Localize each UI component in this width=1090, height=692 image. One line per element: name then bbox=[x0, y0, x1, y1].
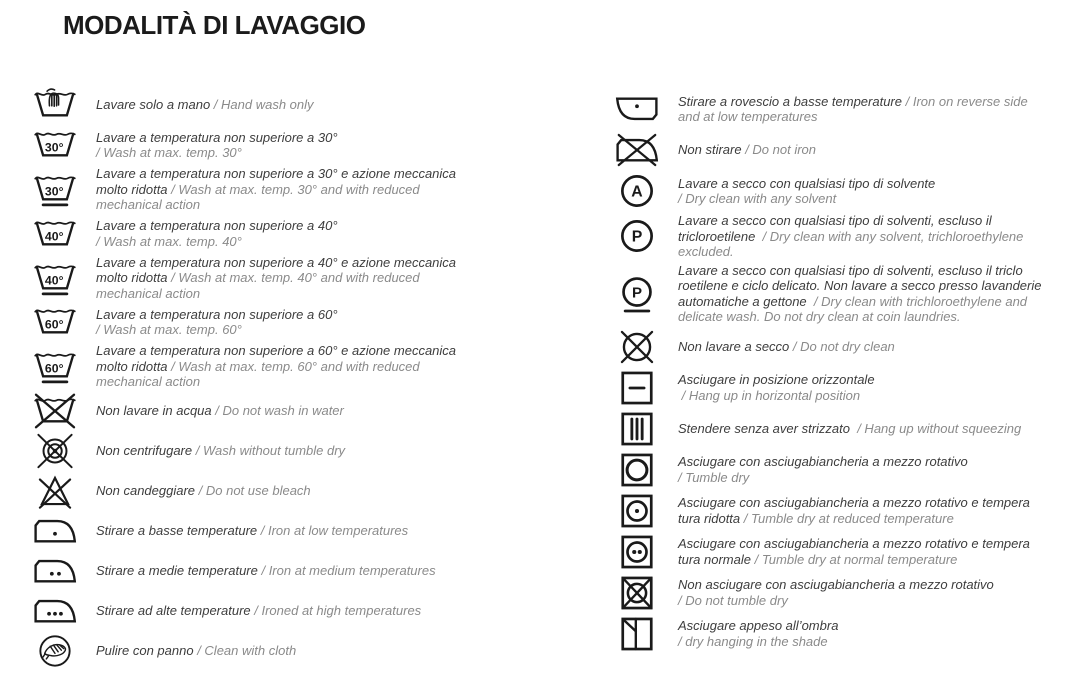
instruction-line bbox=[678, 495, 1030, 511]
instruction-line bbox=[678, 470, 968, 486]
italian-label: Lavare a secco con qualsiasi tipo di solventi, escluso il triclo bbox=[678, 262, 1023, 278]
instruction-line bbox=[96, 443, 345, 459]
italian-label: Stirare a rovescio a basse temperature bbox=[678, 93, 902, 109]
do-not-bleach-icon bbox=[30, 472, 80, 510]
instruction-line bbox=[96, 523, 408, 539]
svg-text:P: P bbox=[631, 228, 643, 246]
tumble-dry-reduced-icon bbox=[612, 492, 662, 530]
do-not-tumble-dry-icon bbox=[612, 574, 662, 612]
instruction-line bbox=[678, 263, 1041, 279]
instruction-line bbox=[678, 421, 1021, 437]
svg-text:30°: 30° bbox=[44, 140, 64, 155]
instruction-line bbox=[96, 234, 338, 250]
do-not-iron-icon bbox=[612, 131, 662, 169]
instruction-line bbox=[678, 278, 1041, 294]
instruction-line bbox=[678, 634, 838, 650]
wash-40-reduced-icon bbox=[30, 259, 80, 297]
english-label: / Hang up without squeezing bbox=[849, 420, 1022, 436]
italian-label: Asciugare con asciugabiancheria a mezzo rotativo e tempera bbox=[678, 495, 1030, 510]
english-label: / Dry clean with any solvent, trichloroethylene bbox=[755, 228, 1024, 244]
dry-clean-p-delicate-icon bbox=[612, 275, 662, 313]
italian-label: Pulire con panno bbox=[96, 642, 194, 658]
italian-label: molto ridotta bbox=[96, 181, 168, 197]
care-instruction-text bbox=[678, 536, 1030, 567]
care-instruction-text bbox=[96, 130, 338, 161]
svg-text:A: A bbox=[631, 183, 643, 201]
care-instruction-text bbox=[96, 307, 338, 338]
care-symbols-column-right bbox=[612, 90, 1041, 653]
italian-label: Lavare solo a mano bbox=[96, 97, 211, 113]
instruction-line bbox=[96, 255, 456, 271]
care-instruction-text bbox=[96, 483, 311, 499]
english-label: / Dry clean with any solvent bbox=[678, 191, 837, 206]
svg-text:60°: 60° bbox=[44, 361, 64, 376]
care-instruction-row bbox=[30, 86, 456, 124]
iron-high-temp-icon bbox=[30, 592, 80, 630]
english-label: / Dry clean with trichloroethylene and bbox=[806, 293, 1028, 309]
care-instruction-text bbox=[678, 94, 1028, 125]
iron-low-temp-icon bbox=[30, 512, 80, 550]
care-instruction-row bbox=[30, 592, 456, 630]
italian-label: tura ridotta bbox=[678, 510, 741, 526]
instruction-line bbox=[678, 577, 994, 593]
care-instruction-row bbox=[30, 552, 456, 590]
english-label: / Clean with cloth bbox=[193, 642, 297, 658]
care-instruction-row bbox=[30, 255, 456, 302]
do-not-wash-icon bbox=[30, 392, 80, 430]
english-label: / Do not tumble dry bbox=[678, 592, 788, 608]
english-label: excluded. bbox=[678, 244, 734, 259]
svg-text:40°: 40° bbox=[44, 229, 64, 244]
drip-dry-icon bbox=[612, 410, 662, 448]
care-instruction-text bbox=[678, 421, 1021, 437]
english-label: / Do not wash in water bbox=[211, 402, 344, 418]
instruction-line bbox=[96, 97, 314, 113]
svg-text:60°: 60° bbox=[44, 317, 64, 332]
italian-label: Asciugare con asciugabiancheria a mezzo rotativo e tempera bbox=[678, 536, 1030, 551]
italian-label: Stirare a basse temperature bbox=[96, 522, 258, 538]
instruction-line bbox=[96, 286, 456, 302]
italian-label: Non centrifugare bbox=[96, 442, 193, 458]
italian-label: Non lavare in acqua bbox=[96, 402, 212, 418]
care-instruction-text bbox=[96, 523, 408, 539]
italian-label: Asciugare appeso all’ombra bbox=[678, 618, 839, 633]
english-label: / Wash at max. temp. 30° bbox=[96, 145, 242, 160]
italian-label: Non asciugare con asciugabiancheria a mezzo rotativo bbox=[678, 577, 994, 592]
care-instruction-text bbox=[678, 577, 994, 608]
italian-label: Lavare a temperatura non superiore a 40° e azione meccanica bbox=[96, 254, 457, 270]
instruction-line bbox=[678, 94, 1028, 110]
care-instruction-row bbox=[612, 492, 1041, 530]
svg-text:40°: 40° bbox=[44, 273, 64, 288]
english-label: / Iron on reverse side bbox=[902, 93, 1028, 109]
italian-label: Stirare a medie temperature bbox=[96, 562, 258, 578]
care-instruction-row bbox=[30, 632, 456, 670]
care-instruction-row bbox=[30, 166, 456, 213]
care-instruction-text bbox=[678, 213, 1023, 260]
english-label: / Wash at max. temp. 30° and with reduced bbox=[167, 181, 420, 197]
care-instruction-row bbox=[612, 90, 1041, 128]
instruction-line bbox=[678, 618, 838, 634]
english-label: / Tumble dry at normal temperature bbox=[750, 551, 958, 567]
instruction-line bbox=[96, 374, 456, 390]
iron-medium-temp-icon bbox=[30, 552, 80, 590]
italian-label: Lavare a secco con qualsiasi tipo di solvente bbox=[678, 175, 936, 191]
english-label: / Hand wash only bbox=[210, 97, 314, 113]
instruction-line bbox=[96, 359, 456, 375]
instruction-line bbox=[96, 307, 338, 323]
english-label: / Do not dry clean bbox=[789, 338, 895, 354]
english-label: / Do not iron bbox=[741, 142, 817, 158]
instruction-line bbox=[678, 511, 1030, 527]
clean-with-cloth-icon bbox=[30, 632, 80, 670]
dry-horizontal-icon bbox=[612, 369, 662, 407]
care-instruction-text bbox=[96, 443, 345, 459]
care-instruction-text bbox=[678, 142, 816, 158]
english-label: mechanical action bbox=[96, 197, 201, 212]
care-instruction-row bbox=[612, 615, 1041, 653]
english-label: / Wash at max. temp. 40° bbox=[96, 233, 242, 249]
instruction-line bbox=[96, 563, 436, 579]
english-label: / Iron at medium temperatures bbox=[257, 562, 436, 578]
instruction-line bbox=[678, 536, 1030, 552]
instruction-line bbox=[678, 213, 1023, 229]
instruction-line bbox=[678, 191, 935, 207]
instruction-line bbox=[96, 403, 344, 419]
care-instruction-row bbox=[612, 451, 1041, 489]
page-title: MODALITÀ DI LAVAGGIO bbox=[63, 10, 366, 40]
svg-text:30°: 30° bbox=[44, 184, 64, 199]
italian-label: Lavare a temperatura non superiore a 30° bbox=[96, 129, 338, 145]
care-instruction-row bbox=[30, 432, 456, 470]
instruction-line bbox=[678, 294, 1041, 310]
instruction-line bbox=[96, 483, 311, 499]
care-instruction-text bbox=[678, 339, 895, 355]
english-label: / Iron at low temperatures bbox=[257, 522, 409, 538]
wash-40-icon bbox=[30, 215, 80, 253]
care-instruction-text bbox=[96, 166, 456, 213]
instruction-line bbox=[96, 322, 338, 338]
care-instruction-text bbox=[96, 603, 421, 619]
english-label: / Wash at max. temp. 40° and with reduced bbox=[167, 270, 420, 285]
italian-label: tura normale bbox=[678, 551, 751, 567]
english-label: / Do not use bleach bbox=[195, 482, 311, 498]
care-instruction-text bbox=[96, 255, 456, 302]
care-instruction-row bbox=[30, 343, 456, 390]
care-symbols-column-left bbox=[30, 86, 456, 670]
instruction-line bbox=[96, 643, 296, 659]
english-label: / Wash at max. temp. 60° and with reduced bbox=[167, 358, 420, 374]
instruction-line bbox=[678, 109, 1028, 125]
care-instruction-text bbox=[96, 343, 456, 390]
english-label: delicate wash. Do not dry clean at coin laundries. bbox=[678, 309, 961, 324]
care-instruction-text bbox=[96, 563, 436, 579]
care-instruction-row bbox=[612, 328, 1041, 366]
italian-label: Lavare a temperatura non superiore a 40° bbox=[96, 218, 338, 233]
care-instruction-row bbox=[612, 131, 1041, 169]
instruction-line bbox=[96, 182, 456, 198]
care-instruction-text bbox=[678, 372, 875, 403]
italian-label: Non lavare a secco bbox=[678, 338, 790, 354]
care-instruction-row bbox=[612, 213, 1041, 260]
care-instruction-row bbox=[30, 512, 456, 550]
italian-label: automatiche a gettone bbox=[678, 293, 807, 309]
care-instruction-text bbox=[678, 263, 1041, 325]
wash-30-reduced-icon bbox=[30, 170, 80, 208]
care-instruction-text bbox=[678, 495, 1030, 526]
italian-label: Lavare a temperatura non superiore a 60° bbox=[96, 306, 338, 322]
italian-label: molto ridotta bbox=[96, 270, 168, 285]
dry-clean-p-icon bbox=[612, 217, 662, 255]
care-instruction-text bbox=[678, 176, 935, 207]
instruction-line bbox=[678, 552, 1030, 568]
instruction-line bbox=[678, 372, 875, 388]
care-instruction-row bbox=[30, 392, 456, 430]
instruction-line bbox=[678, 229, 1023, 245]
english-label: / Wash without tumble dry bbox=[192, 442, 346, 458]
care-instruction-row bbox=[30, 472, 456, 510]
tumble-dry-icon bbox=[612, 451, 662, 489]
english-label: and at low temperatures bbox=[678, 109, 818, 124]
instruction-line bbox=[678, 454, 968, 470]
instruction-line bbox=[96, 130, 338, 146]
instruction-line bbox=[678, 176, 935, 192]
instruction-line bbox=[678, 339, 895, 355]
english-label: / Tumble dry bbox=[678, 469, 750, 485]
instruction-line bbox=[96, 166, 456, 182]
dry-in-shade-icon bbox=[612, 615, 662, 653]
do-not-spin-icon bbox=[30, 432, 80, 470]
hand-wash-icon bbox=[30, 86, 80, 124]
care-instruction-text bbox=[96, 403, 344, 419]
instruction-line bbox=[96, 343, 456, 359]
italian-label: Stirare ad alte temperature bbox=[96, 602, 251, 618]
care-instruction-row bbox=[612, 533, 1041, 571]
care-instruction-row bbox=[612, 263, 1041, 325]
care-instruction-text bbox=[96, 97, 314, 113]
english-label: / Wash at max. temp. 60° bbox=[96, 322, 242, 337]
english-label: mechanical action bbox=[96, 374, 201, 389]
instruction-line bbox=[96, 603, 421, 619]
wash-60-reduced-icon bbox=[30, 347, 80, 385]
dry-clean-any-solvent-icon bbox=[612, 172, 662, 210]
instruction-line bbox=[678, 142, 816, 158]
english-label: / Ironed at high temperatures bbox=[250, 602, 422, 618]
tumble-dry-normal-icon bbox=[612, 533, 662, 571]
care-instruction-text bbox=[96, 643, 296, 659]
english-label: mechanical action bbox=[96, 285, 201, 301]
italian-label: tricloroetilene bbox=[678, 228, 756, 244]
instruction-line bbox=[678, 309, 1041, 325]
do-not-dry-clean-icon bbox=[612, 328, 662, 366]
wash-60-icon bbox=[30, 303, 80, 341]
italian-label: Non candeggiare bbox=[96, 482, 196, 498]
instruction-line bbox=[96, 270, 456, 286]
care-instruction-row bbox=[30, 126, 456, 164]
iron-reverse-icon bbox=[612, 90, 662, 128]
instruction-line bbox=[678, 244, 1023, 260]
care-instruction-text bbox=[678, 618, 838, 649]
care-instruction-row bbox=[612, 410, 1041, 448]
italian-label: Asciugare con asciugabiancheria a mezzo rotativo bbox=[678, 454, 968, 469]
italian-label: Stendere senza aver strizzato bbox=[678, 420, 850, 436]
english-label: / Hang up in horizontal position bbox=[678, 387, 861, 403]
italian-label: Asciugare in posizione orizzontale bbox=[678, 372, 875, 387]
italian-label: Lavare a secco con qualsiasi tipo di solventi, escluso il bbox=[678, 213, 992, 228]
italian-label: Lavare a temperatura non superiore a 30° e azione meccanica bbox=[96, 166, 457, 181]
instruction-line bbox=[96, 145, 338, 161]
care-instruction-row bbox=[612, 369, 1041, 407]
svg-text:P: P bbox=[631, 284, 643, 302]
care-instruction-text bbox=[96, 218, 338, 249]
instruction-line bbox=[96, 218, 338, 234]
english-label: / dry hanging in the shade bbox=[678, 633, 828, 649]
care-instruction-text bbox=[678, 454, 968, 485]
italian-label: molto ridotta bbox=[96, 358, 168, 374]
instruction-line bbox=[678, 388, 875, 404]
italian-label: Non stirare bbox=[678, 142, 742, 158]
english-label: / Tumble dry at reduced temperature bbox=[740, 510, 954, 526]
care-instruction-row bbox=[612, 172, 1041, 210]
wash-30-icon bbox=[30, 126, 80, 164]
care-instruction-row bbox=[30, 303, 456, 341]
italian-label: roetilene e ciclo delicato. Non lavare a secco presso lavanderie bbox=[678, 278, 1042, 293]
italian-label: Lavare a temperatura non superiore a 60° e azione meccanica bbox=[96, 343, 457, 358]
care-instruction-row bbox=[612, 574, 1041, 612]
instruction-line bbox=[678, 593, 994, 609]
care-instruction-row bbox=[30, 215, 456, 253]
instruction-line bbox=[96, 197, 456, 213]
